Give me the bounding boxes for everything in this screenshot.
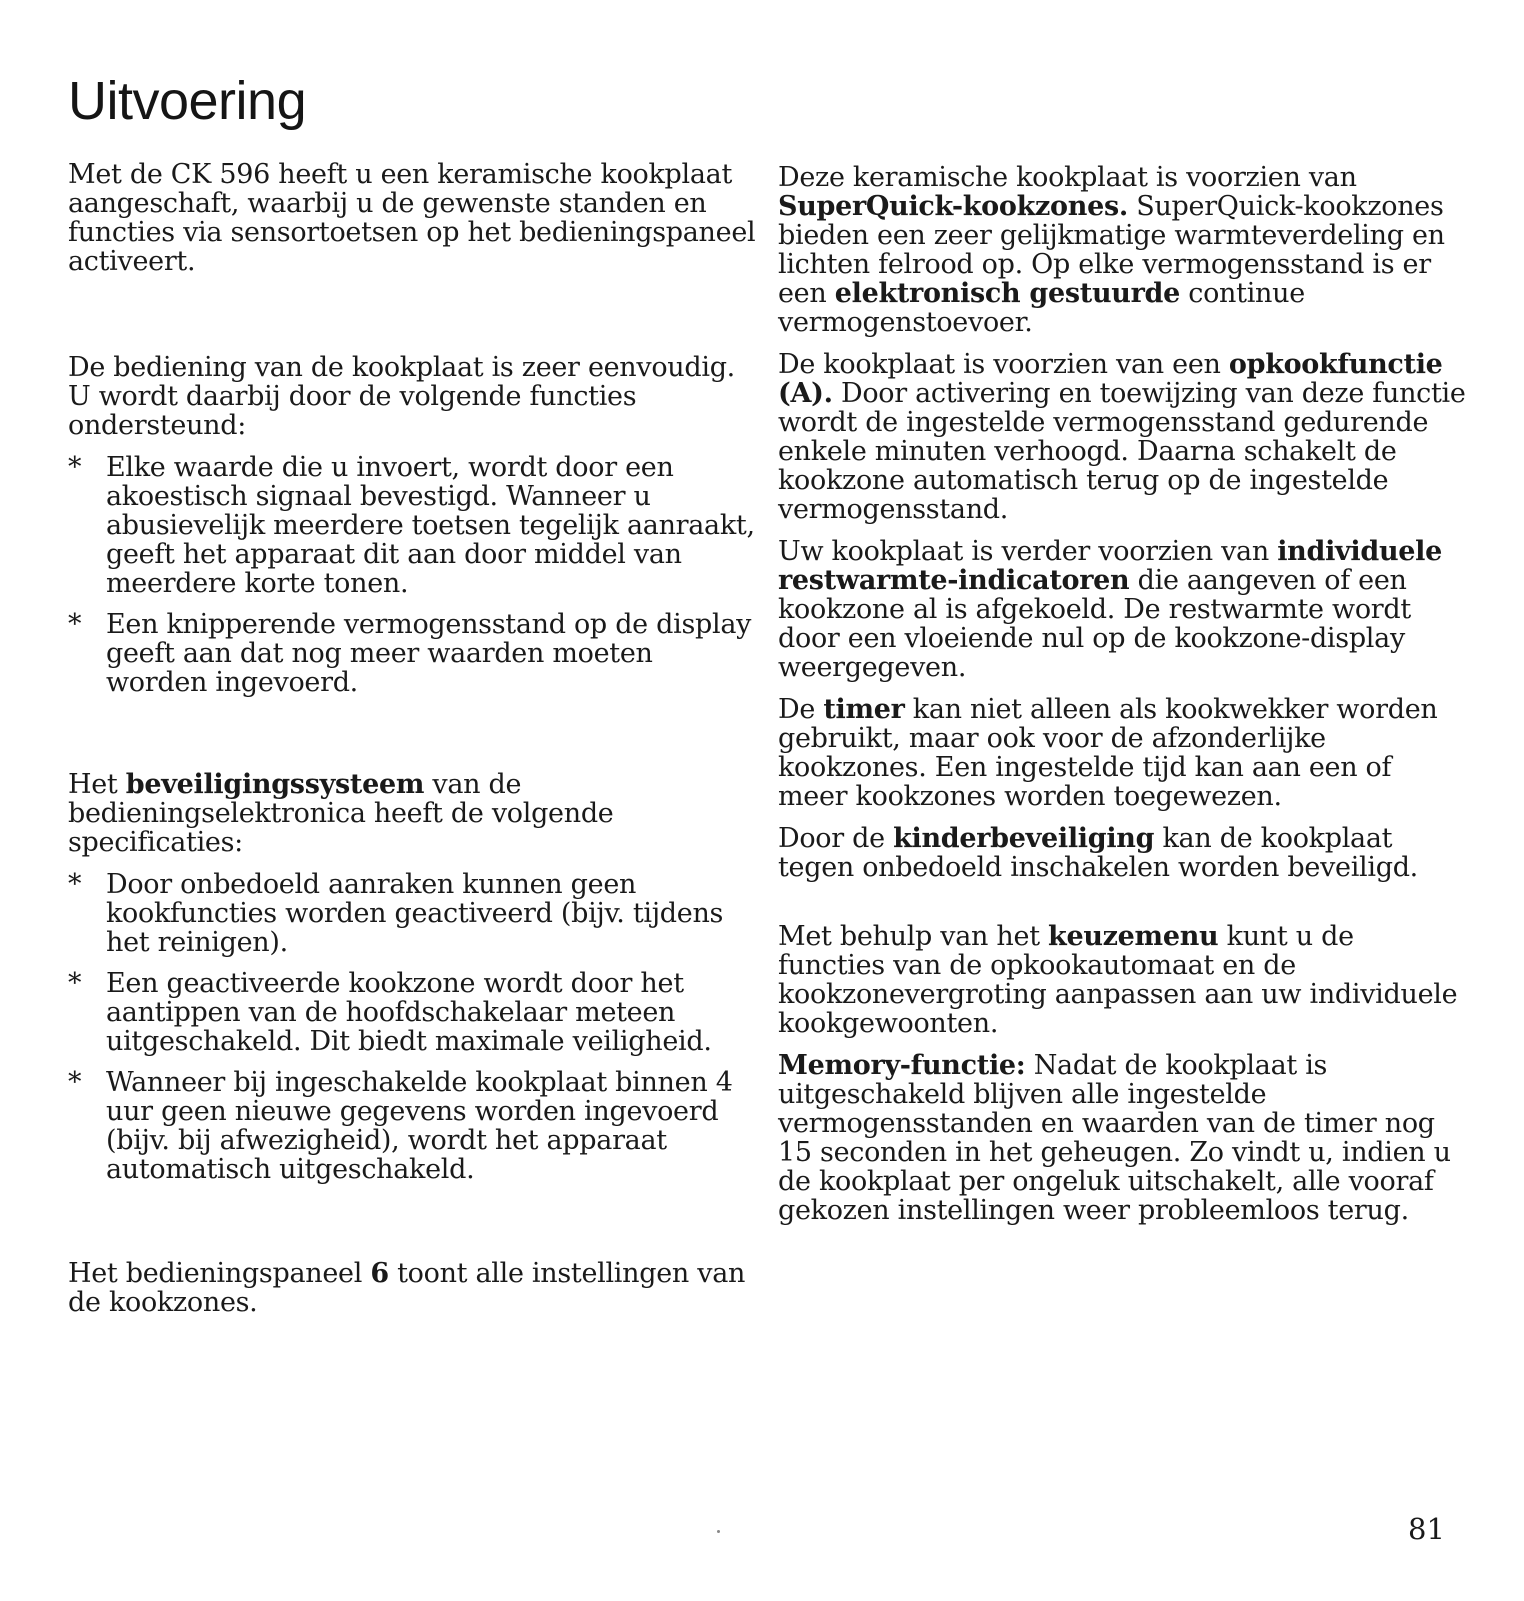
bediening-paragraph: De bediening van de kookplaat is zeer eenvoudig. U wordt daarbij door de volgende functies ondersteund:: [68, 352, 735, 441]
kinder-paragraph: [778, 824, 1468, 882]
beveiliging-paragraph: [68, 770, 758, 857]
timer-paragraph: [778, 695, 1468, 811]
list-item: [68, 610, 758, 697]
opkook-paragraph: [778, 350, 1468, 524]
paneel-text-post: toont alle instellingen van de kookzones.: [68, 1258, 746, 1318]
asterisk-bullet: *: [68, 609, 82, 640]
superquick-text-pre: Deze keramische kookplaat is voorzien van: [778, 162, 1357, 193]
list-item: [68, 453, 758, 598]
beveiliging-term: beveiligingssysteem: [125, 769, 425, 800]
list-item-text: Een geactiveerde kookzone wordt door het aantippen van de hoofdschakelaar meteen uitgeschakeld. Dit biedt maximale veiligheid.: [106, 968, 712, 1057]
memory-text-post: Nadat de kookplaat is uitgeschakeld blijven alle ingestelde vermogensstanden en waarden van de timer nog 15 seconden in het geheugen. Zo vindt u, indien u de kookplaat per ongeluk uitschakelt, alle vooraf gekozen instellingen weer probleemloos terug.: [778, 1050, 1451, 1226]
kinder-term: kinderbeveiliging: [893, 823, 1155, 854]
keuze-paragraph: [778, 922, 1468, 1038]
opkook-text-post: Door activering en toewijzing van deze functie wordt de ingestelde vermogensstand gedurende enkele minuten verhoogd. Daarna schakelt de kookzone automatisch terug op de ingestelde vermogensstand.: [778, 378, 1466, 525]
kinder-text-pre: Door de: [778, 823, 894, 854]
list-item: [68, 1068, 758, 1184]
list-item-text: Wanneer bij ingeschakelde kookplaat binnen 4 uur geen nieuwe gegevens worden ingevoerd (bijv. bij afwezigheid), wordt het apparaat automatisch uitgeschakeld.: [106, 1067, 733, 1185]
page-title: Uitvoering: [68, 71, 307, 131]
list-item-text: Een knipperende vermogensstand op de display geeft aan dat nog meer waarden moeten worden ingevoerd.: [106, 609, 752, 698]
timer-term: timer: [823, 694, 905, 725]
keuze-term: keuzemenu: [1048, 921, 1219, 952]
keuze-text-post: kunt u de functies van de opkookautomaat en de kookzonevergroting aanpassen aan uw individuele kookgewoonten.: [778, 921, 1458, 1039]
timer-text-post: kan niet alleen als kookwekker worden gebruikt, maar ook voor de afzonderlijke kookzones. Een ingestelde tijd kan aan een of meer kookzones worden toegewezen.: [778, 694, 1438, 812]
list-item: [68, 969, 758, 1056]
keuze-text-pre: Met behulp van het: [778, 921, 1049, 952]
superquick-text-mid: SuperQuick-kookzones bieden een zeer gelijkmatige warmteverdeling en lichten felrood op. Op elke vermogensstand is er een: [778, 191, 1445, 309]
asterisk-bullet: *: [68, 869, 82, 900]
paneel-text-pre: Het bedieningspaneel: [68, 1258, 371, 1289]
asterisk-bullet: *: [68, 968, 82, 999]
restwarmte-text-post: die aangeven of een kookzone al is afgekoeld. De restwarmte wordt door een vloeiende nul op de kookzone-display weergegeven.: [778, 565, 1411, 683]
asterisk-bullet: *: [68, 452, 82, 483]
scan-speck: [717, 1530, 720, 1533]
beveiliging-text-pre: Het: [68, 769, 126, 800]
page-number: 81: [1408, 1512, 1445, 1546]
timer-text-pre: De: [778, 694, 824, 725]
paneel-paragraph: [68, 1259, 758, 1317]
list-item-text: Elke waarde die u invoert, wordt door een akoestisch signaal bevestigd. Wanneer u abusievelijk meerdere toetsen tegelijk aanraakt, geeft het apparaat dit aan door middel van meerdere korte tonen.: [106, 452, 755, 599]
elektronisch-term: elektronisch gestuurde: [834, 278, 1180, 309]
right-column: [778, 163, 1468, 1225]
opkook-term: opkookfunctie (A).: [778, 349, 1443, 409]
restwarmte-term: individuele restwarmte-indicatoren: [778, 536, 1442, 596]
restwarmte-text-pre: Uw kookplaat is verder voorzien van: [778, 536, 1278, 567]
opkook-text-pre: De kookplaat is voorzien van een: [778, 349, 1229, 380]
beveiliging-text-post: van de bedieningselektronica heeft de volgende specificaties:: [68, 769, 614, 858]
asterisk-bullet: *: [68, 1067, 82, 1098]
superquick-term: SuperQuick-kookzones.: [778, 191, 1128, 222]
superquick-paragraph: [778, 163, 1468, 337]
restwarmte-paragraph: [778, 537, 1468, 682]
superquick-text-post: continue vermogenstoevoer.: [778, 278, 1305, 338]
memory-term: Memory-functie:: [778, 1050, 1026, 1081]
security-list: [68, 870, 758, 1184]
left-column: [68, 160, 758, 1317]
list-item: [68, 870, 758, 957]
memory-paragraph: [778, 1051, 1468, 1225]
intro-paragraph: Met de CK 596 heeft u een keramische kookplaat aangeschaft, waarbij u de gewenste standen en functies via sensortoetsen op het bedieningspaneel activeert.: [68, 159, 756, 277]
kinder-text-post: kan de kookplaat tegen onbedoeld inschakelen worden beveiligd.: [778, 823, 1418, 883]
list-item-text: Door onbedoeld aanraken kunnen geen kookfuncties worden geactiveerd (bijv. tijdens het reinigen).: [106, 869, 724, 958]
paneel-number: 6: [370, 1258, 389, 1289]
feature-list: [68, 453, 758, 697]
